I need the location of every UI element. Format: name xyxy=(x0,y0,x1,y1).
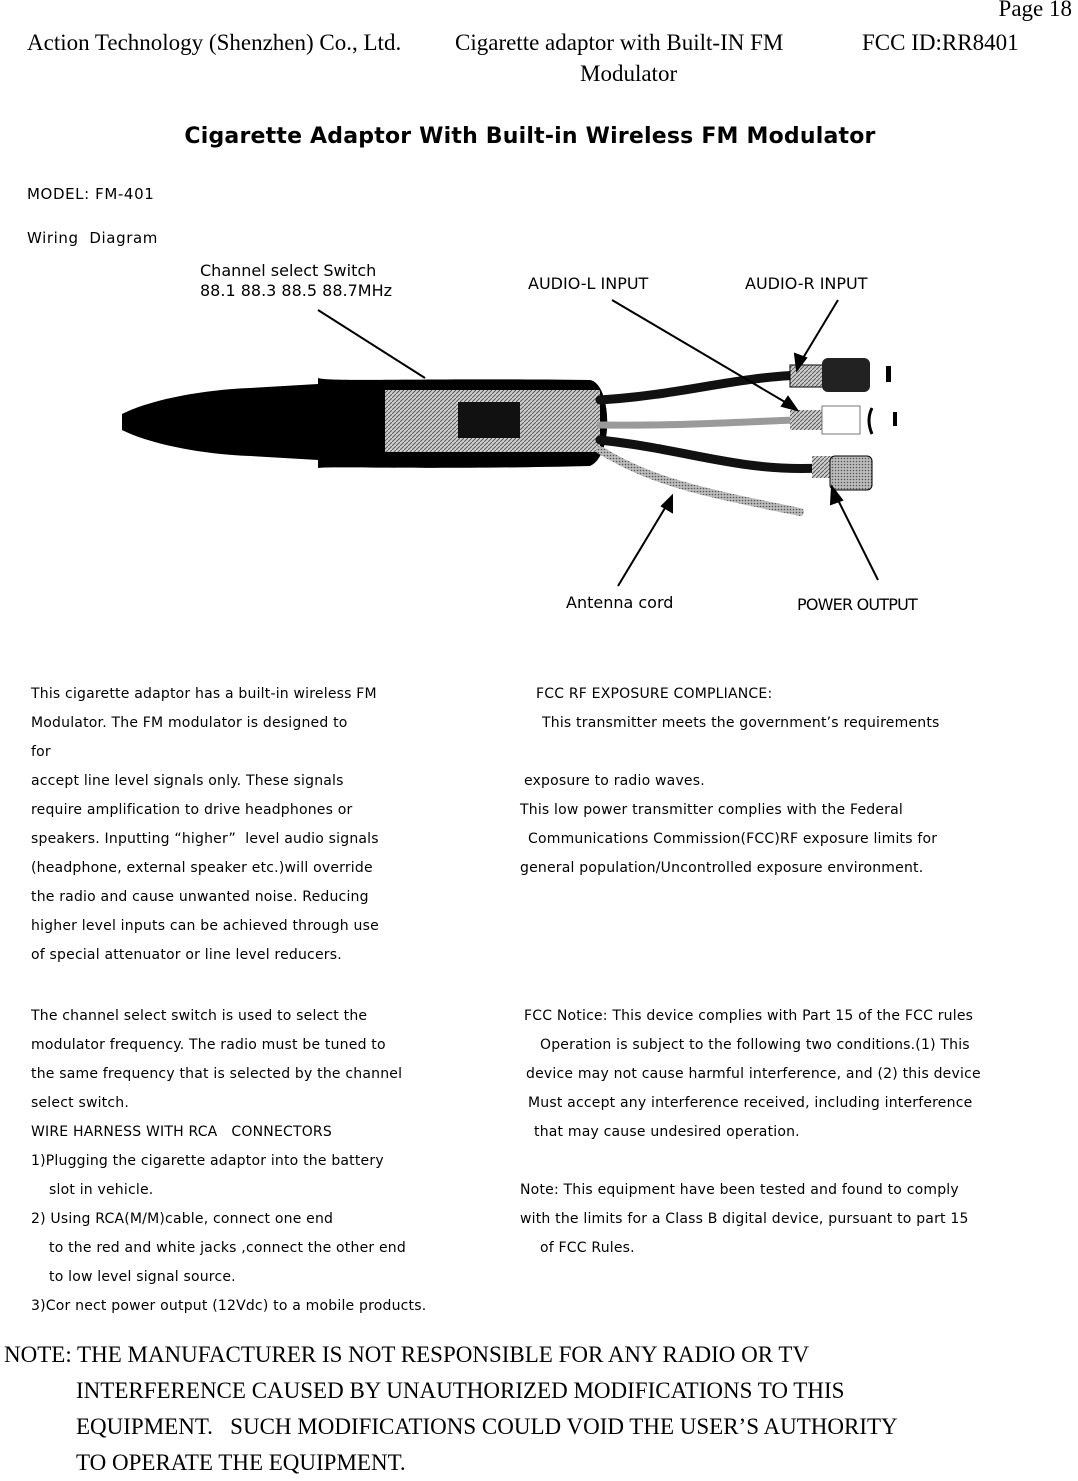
document-title: Cigarette Adaptor With Built-in Wireless FM Modulator xyxy=(184,124,876,149)
audio-l-input-label: AUDIO-L INPUT xyxy=(528,274,649,293)
power-output-label: POWER OUTPUT xyxy=(797,595,917,614)
rf-heading: FCC RF EXPOSURE COMPLIANCE: xyxy=(536,686,773,702)
antenna-cord-label: Antenna cord xyxy=(566,593,674,612)
wiring-diagram xyxy=(0,250,1078,630)
adaptor-body xyxy=(122,378,607,468)
rca-connector-right xyxy=(790,406,897,434)
channel-frequencies-label: 88.1 88.3 88.5 88.7MHz xyxy=(200,281,392,300)
page-number: Page 18 xyxy=(998,0,1072,21)
harness-heading: WIRE HARNESS WITH RCA CONNECTORS xyxy=(31,1124,332,1140)
fcc-id: FCC ID:RR8401 xyxy=(862,30,1019,55)
rca-connector-left xyxy=(790,358,891,392)
rf-exposure-section: FCC RF EXPOSURE COMPLIANCE: This transmitter meets the government’s requirements exposure to radio waves. This low power transmitter complies with the Federal Communications Commission(FCC)RF exposure limits for general population/Uncontrolled exposure environment. xyxy=(520,680,940,883)
power-output-connector xyxy=(812,456,872,490)
product-name-line1: Cigarette adaptor with Built-IN FM xyxy=(455,30,784,55)
channel-select-label: Channel select Switch xyxy=(200,261,377,280)
company-name: Action Technology (Shenzhen) Co., Ltd. xyxy=(27,30,402,55)
manufacturer-note: NOTE: THE MANUFACTURER IS NOT RESPONSIBLE FOR ANY RADIO OR TV INTERFERENCE CAUSED BY UNAUTHORIZED MODIFICATIONS TO THIS EQUIPMENT. SUCH MODIFICATIONS COULD VOID THE USER’S AUTHORITY TO OPERATE THE EQUIPMENT. xyxy=(4,1342,898,1475)
channel-switch-paragraph: The channel select switch is used to select the modulator frequency. The radio must be tuned to the same frequency that is selected by the channel select switch. WIRE HARNESS WITH RCA CONNECTORS 1)Plugging the cigarette adaptor into the battery slot in vehicle. 2) Using RCA(M/M)cable, connect one end to the red and white jacks ,connect the other end to low level signal source. 3)Cor nect power output (12Vdc) to a mobile products. xyxy=(31,1008,427,1314)
model-number: MODEL: FM-401 xyxy=(27,185,155,203)
fcc-notice-section: FCC Notice: This device complies with Part 15 of the FCC rules Operation is subject to the following two conditions.(1) This device may not cause harmful interference, and (2) this device Must accept any interference received, including interference that may cause undesired operation. Note: This equipment have been tested and found to comply with the limits for a Class B digital device, pursuant to part 15 of FCC Rules. xyxy=(520,1008,981,1256)
audio-r-input-label: AUDIO-R INPUT xyxy=(745,274,868,293)
intro-paragraph: This cigarette adaptor has a built-in wireless FM Modulator. The FM modulator is designed to for accept line level signals only. These signals require amplification to drive headphones or speakers. Inputting “higher” level audio signals (headphone, external speaker etc.)will override the radio and cause unwanted noise. Reducing higher level inputs can be achieved through use of special attenuator or line level reducers. xyxy=(31,686,379,963)
cables xyxy=(600,375,820,512)
wiring-diagram-heading: Wiring Diagram xyxy=(27,229,158,247)
product-name-line2: Modulator xyxy=(580,61,678,86)
